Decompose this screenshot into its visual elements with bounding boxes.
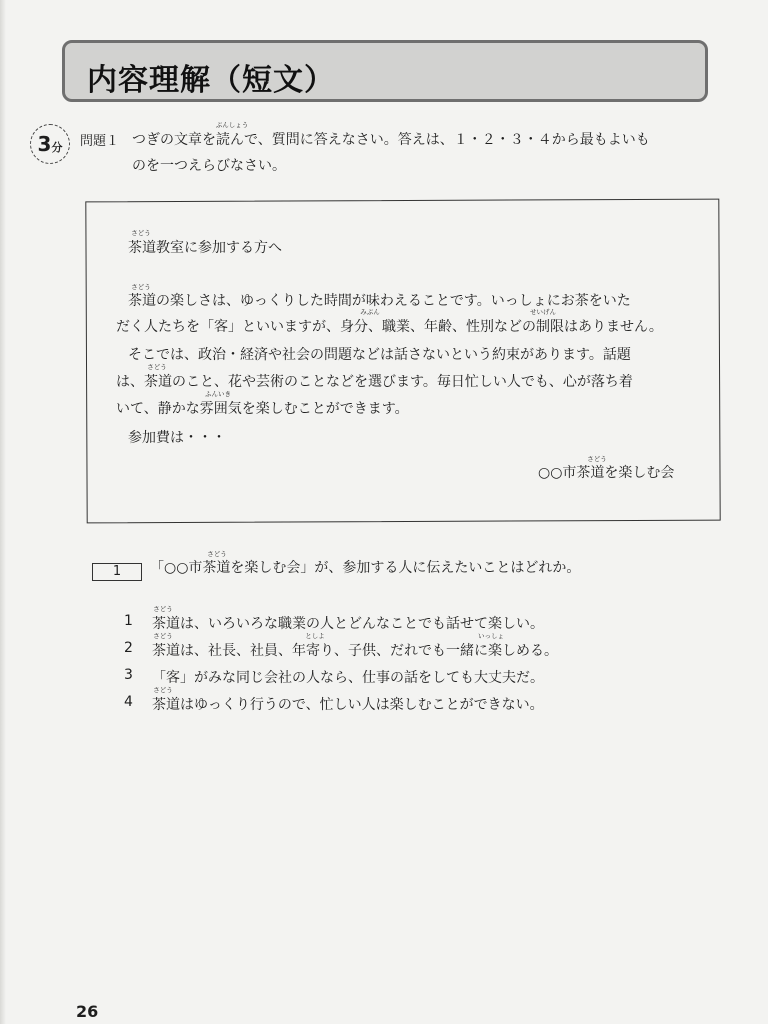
sub-question-text: 「○○市茶道を楽しむ会」が、参加する人に伝えたいことはどれか。 xyxy=(150,560,581,576)
passage-line-1: 茶道の楽しさは、ゆっくりした時間が味わえることです。いっしょにお茶をいた xyxy=(128,293,631,309)
passage-line-6: 参加費は・・・ xyxy=(128,430,226,446)
page-number: 26 xyxy=(76,1002,99,1021)
passage-line-2: だく人たちを「客」といいますが、身分、職業、年齢、性別などの制限はありません。 xyxy=(116,319,663,335)
option-number: 3 xyxy=(124,667,133,683)
passage-signature: ○○市茶道を楽しむ会 xyxy=(538,465,675,481)
passage-heading: 茶道教室に参加する方へ xyxy=(128,240,282,256)
ruby-bunsho: ぶんしょう xyxy=(215,121,249,129)
question-instruction-line1: つぎの文章を読んで、質問に答えなさい。答えは、１・２・３・４から最もよいも xyxy=(132,132,650,148)
ruby-seigen: せいげん xyxy=(530,308,556,316)
ruby-sado-subq: さどう xyxy=(207,550,227,558)
option-number: 4 xyxy=(124,694,133,710)
ruby-toshiyori: としよ xyxy=(305,632,325,640)
ruby-sado-opt4: さどう xyxy=(153,686,173,694)
ruby-sado-opt2: さどう xyxy=(153,632,173,640)
passage-line-3: そこでは、政治・経済や社会の問題などは話さないという約束があります。話題 xyxy=(128,347,631,363)
section-title: 内容理解（短文） xyxy=(87,63,335,98)
question-instruction-line2: のを一つえらびなさい。 xyxy=(132,158,286,174)
passage-line-4: は、茶道のこと、花や芸術のことなどを選びます。毎日忙しい人でも、心が落ち着 xyxy=(116,374,633,390)
ruby-sado-signature: さどう xyxy=(587,455,607,463)
ruby-funiki: ふんいき xyxy=(205,390,231,398)
sub-question-number: 1 xyxy=(92,563,142,581)
option-2-text: 茶道は、社長、社員、年寄り、子供、だれでも一緒に楽しめる。 xyxy=(152,643,558,659)
timer-number: 3 xyxy=(37,132,52,156)
ruby-sado-heading: さどう xyxy=(131,229,151,237)
ruby-mibun: みぶん xyxy=(360,308,380,316)
page-edge xyxy=(0,0,6,1024)
question-label: 問題１ xyxy=(80,134,120,149)
passage-line-5: いて、静かな雰囲気を楽しむことができます。 xyxy=(116,401,409,417)
ruby-sado-line1: さどう xyxy=(131,283,151,291)
option-4-text: 茶道はゆっくり行うので、忙しい人は楽しむことができない。 xyxy=(152,697,544,713)
ruby-sado-opt1: さどう xyxy=(153,605,173,613)
option-number: 2 xyxy=(124,640,133,656)
ruby-sado-line4: さどう xyxy=(147,363,167,371)
timer-unit: 分 xyxy=(51,141,63,154)
option-3-text: 「客」がみな同じ会社の人なら、仕事の話をしても大丈夫だ。 xyxy=(152,670,544,686)
ruby-issho: いっしょ xyxy=(478,632,504,640)
option-1-text: 茶道は、いろいろな職業の人とどんなことでも話せて楽しい。 xyxy=(152,616,544,632)
option-number: 1 xyxy=(124,613,133,629)
timer-badge xyxy=(30,124,70,164)
section-title-banner xyxy=(62,40,708,102)
